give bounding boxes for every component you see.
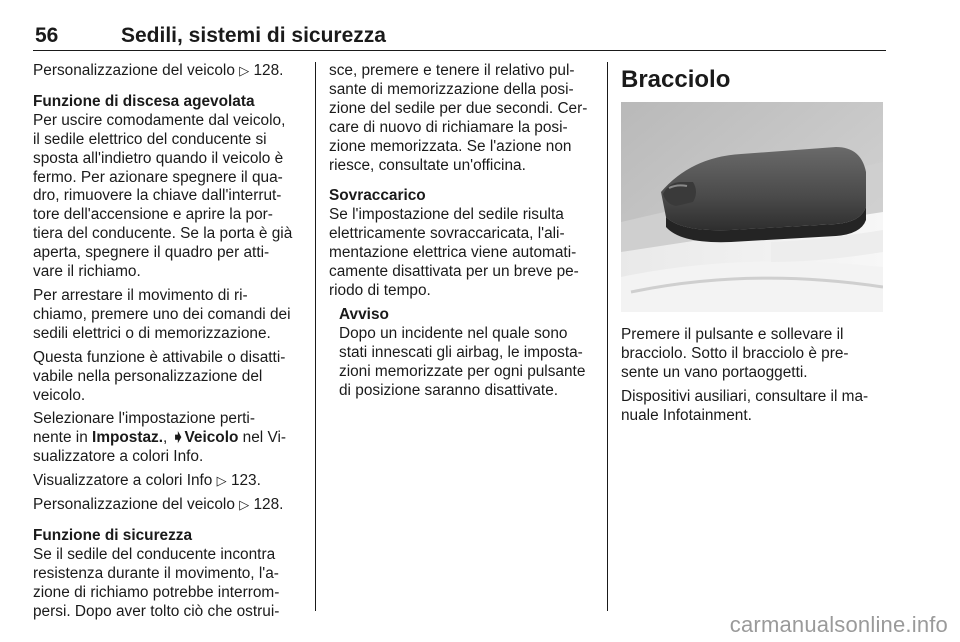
page-ref-triangle-icon: ▷ bbox=[216, 473, 227, 489]
paragraph: Se l'impostazione del sedile risulta elettricamente sovraccaricata, l'ali- mentazione elettrica viene automati- camente disattivata per un breve pe- riodo di tempo. bbox=[329, 206, 579, 299]
notice-box: Avviso Dopo un incidente nel quale sono stati innescati gli airbag, le imposta- zioni memorizzate per ogni pulsante di posizione saranno disattivate. bbox=[329, 306, 593, 401]
menu-item-vehicle: Veicolo bbox=[184, 429, 239, 447]
column-2 bbox=[329, 62, 593, 400]
paragraph: Per uscire comodamente dal veicolo, il sedile elettrico del conducente si sposta all'indietro quando il veicolo è fermo. Per azionare spegnere il qua- dro, rimuovere la chiave dall'interrut- tore dell'accensione e aprire la por- tiera del conducente. Se la porta è già aperta, spegnere il quadro per atti- vare il richiamo. bbox=[33, 111, 293, 281]
section-heading: Funzione di discesa agevolata bbox=[33, 92, 255, 110]
page-ref-triangle-icon: ▷ bbox=[239, 497, 250, 513]
column-3 bbox=[621, 62, 887, 431]
section-heading: Sovraccarico bbox=[329, 187, 426, 205]
column-divider bbox=[607, 62, 608, 611]
paragraph: Selezionare l'impostazione perti- nente in Impostaz., ➧Veicolo nel Vi- sualizzatore a colori Info. bbox=[33, 410, 287, 466]
menu-item-settings: Impostaz. bbox=[92, 429, 164, 447]
armrest-photo bbox=[621, 102, 883, 312]
notice-heading: Avviso bbox=[339, 305, 389, 323]
watermark: carmanualsonline.info bbox=[729, 612, 948, 637]
intro-reference: Personalizzazione del veicolo ▷ 128. bbox=[33, 62, 284, 79]
cross-reference: Visualizzatore a colori Info ▷ 123. bbox=[33, 472, 261, 490]
arrow-right-icon: ➧ bbox=[171, 429, 185, 447]
page-ref-triangle-icon: ▷ bbox=[239, 63, 250, 78]
cross-reference: Personalizzazione del veicolo ▷ 128. bbox=[33, 496, 284, 514]
paragraph: Se il sedile del conducente incontra resistenza durante il movimento, l'a- zione di richiamo potrebbe interrom- persi. Dopo aver tolto ciò che ostrui- bbox=[33, 545, 280, 620]
paragraph: Dispositivi ausiliari, consultare il ma- nuale Infotainment. bbox=[621, 387, 869, 424]
page-title: Sedili, sistemi di sicurezza bbox=[121, 24, 386, 47]
column-divider bbox=[315, 62, 316, 611]
paragraph: Per arrestare il movimento di ri- chiamo, premere uno dei comandi dei sedili elettrici o di memorizzazione. bbox=[33, 286, 291, 342]
paragraph: Premere il pulsante e sollevare il bracciolo. Sotto il bracciolo è pre- sente un vano portaoggetti. bbox=[621, 326, 849, 381]
section-title: Bracciolo bbox=[621, 66, 731, 93]
page-number: 56 bbox=[35, 24, 59, 47]
section-heading: Funzione di sicurezza bbox=[33, 526, 193, 544]
page-header bbox=[33, 20, 886, 51]
paragraph: sce, premere e tenere il relativo pul- sante di memorizzazione della posi- zione del sedile per due secondi. Cer- care di nuovo di richiamare la posi- zione memorizzata. Se l'azione non riesce, consultate un'officina. bbox=[329, 62, 588, 174]
paragraph: Questa funzione è attivabile o disatti- vabile nella personalizzazione del veicolo. bbox=[33, 348, 286, 404]
column-1 bbox=[33, 62, 303, 626]
